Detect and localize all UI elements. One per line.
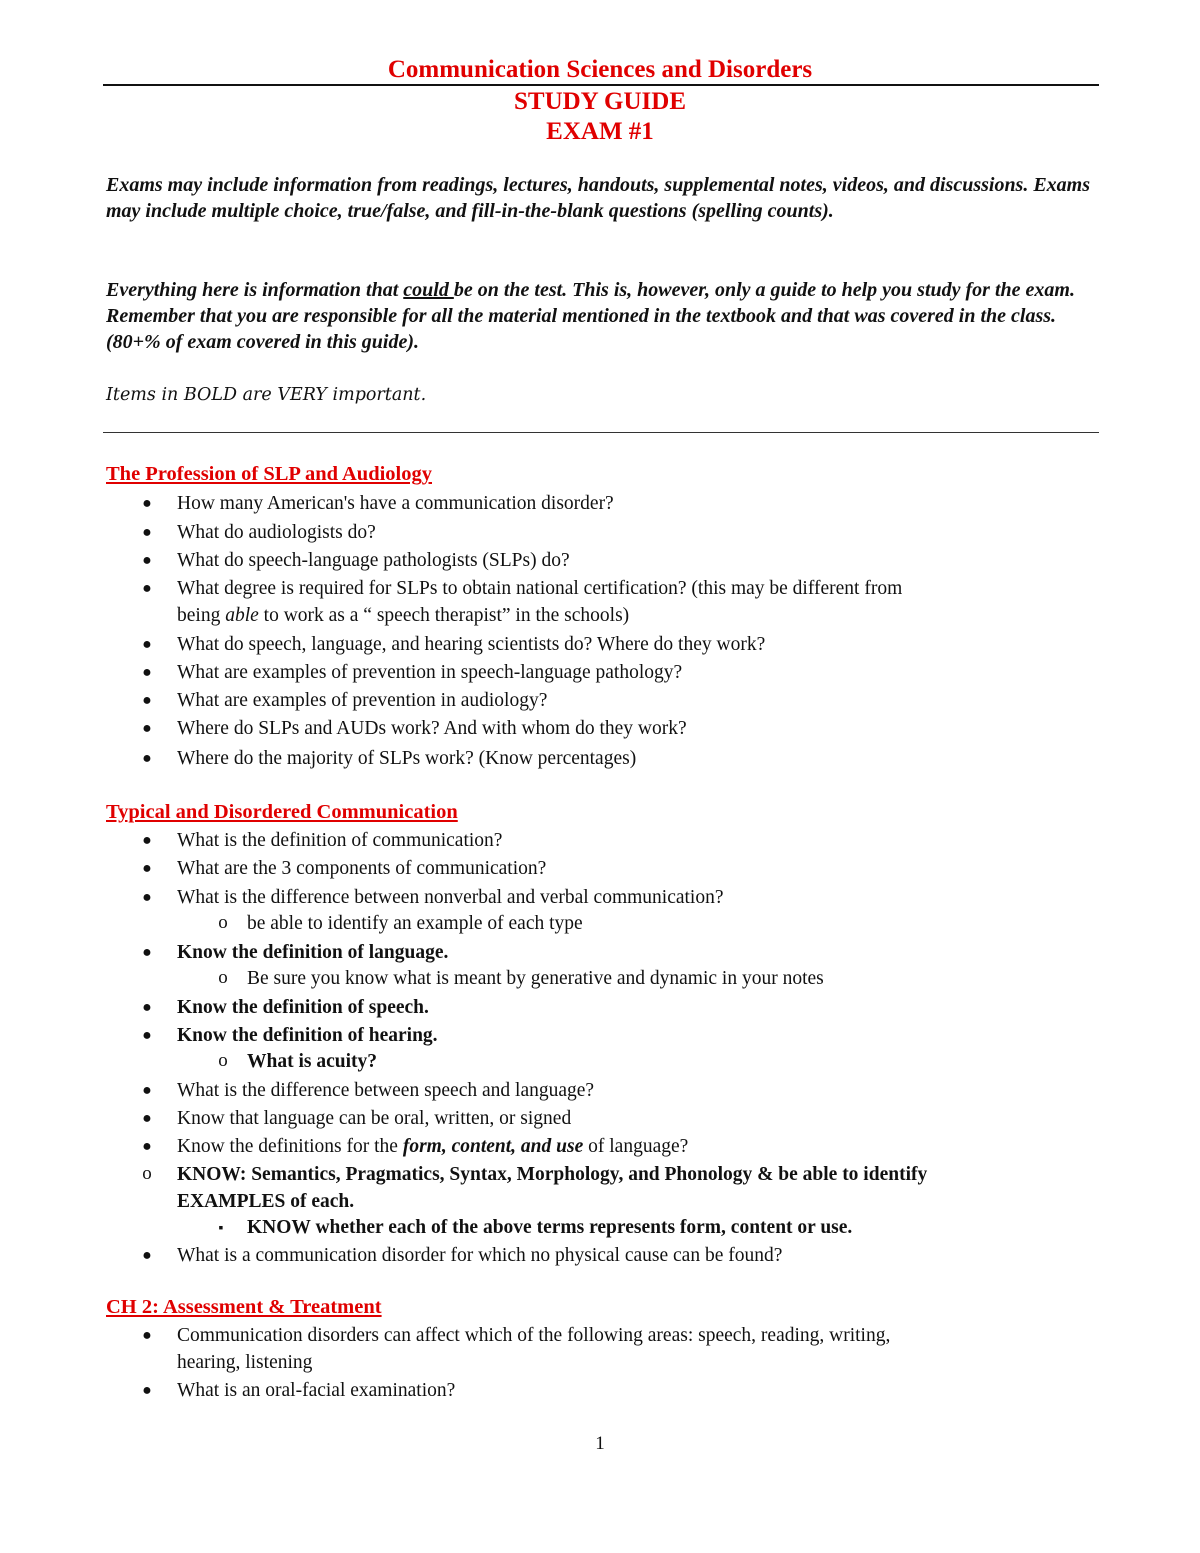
list-item xyxy=(142,1161,1077,1215)
list-item xyxy=(142,745,1077,772)
header-rule xyxy=(103,84,1099,86)
bullet-icon: ● xyxy=(142,832,152,849)
list-item xyxy=(142,1077,1077,1104)
list-item-text: be able to identify an example of each type xyxy=(247,913,583,934)
list-item-text: Know that language can be oral, written, or signed xyxy=(177,1108,572,1129)
bullet-icon: ● xyxy=(142,495,152,512)
list-item-text: What are examples of prevention in speech-language pathology? xyxy=(177,662,683,683)
list-item-text: KNOW: Semantics, Pragmatics, Syntax, Morphology, and Phonology & be able to identify xyxy=(177,1164,928,1185)
bullet-icon: ● xyxy=(142,636,152,653)
list-item xyxy=(142,687,1077,714)
list-item-text: KNOW whether each of the above terms represents form, content or use. xyxy=(247,1217,853,1238)
list-item-text: How many American's have a communication disorder? xyxy=(177,493,614,514)
intro-text-a: Everything here is information that xyxy=(106,279,404,301)
sub-list-item xyxy=(218,1048,1147,1075)
list-item-text: What are examples of prevention in audiology? xyxy=(177,690,548,711)
exam-title: EXAM #1 xyxy=(546,118,654,145)
intro-underlined-word: could xyxy=(403,279,454,301)
section-title-profession: The Profession of SLP and Audiology xyxy=(106,463,432,485)
circle-bullet-icon: o xyxy=(218,967,228,988)
list-item xyxy=(142,1105,1077,1132)
list-item xyxy=(142,994,1077,1021)
intro-text-b: be on the test. This is, however, only a guide to help you study for the exam. Remember that you are responsible for all the material mentioned in the textbook and that was covered in the class. (80+% of exam covered in this guide). xyxy=(106,279,1075,353)
bullet-icon: ● xyxy=(142,1247,152,1264)
bullet-icon: ● xyxy=(142,944,152,961)
bullet-icon: ● xyxy=(142,552,152,569)
list-item-text: What is an oral-facial examination? xyxy=(177,1380,456,1401)
list-item xyxy=(142,939,1077,966)
bullet-icon: ● xyxy=(142,889,152,906)
section-divider xyxy=(103,432,1099,433)
list-item xyxy=(142,519,1077,546)
list-item-text: Where do SLPs and AUDs work? And with whom do they work? xyxy=(177,718,687,739)
list-item xyxy=(142,1242,1077,1269)
bold-importance-note: Items in BOLD are VERY important. xyxy=(106,385,427,405)
bullet-icon: ● xyxy=(142,1082,152,1099)
list-item xyxy=(142,884,1077,911)
list-item-text: being xyxy=(177,605,226,626)
intro-paragraph-1: Exams may include information from readings, lectures, handouts, supplemental notes, videos, and discussions. Exams may include multiple choice, true/false, and fill-in-the-blank questions (spelling counts). xyxy=(106,174,1091,222)
bullet-icon: ● xyxy=(142,692,152,709)
course-title: Communication Sciences and Disorders xyxy=(387,56,813,83)
list-item xyxy=(142,1322,1077,1376)
bullet-icon: ● xyxy=(142,1138,152,1155)
list-item-text: What is the difference between nonverbal and verbal communication? xyxy=(177,887,724,908)
list-item-text: Know the definition of speech. xyxy=(177,997,429,1018)
guide-title: STUDY GUIDE xyxy=(513,88,687,115)
list-item xyxy=(142,631,1077,658)
list-item-text: What are the 3 components of communication? xyxy=(177,858,547,879)
bullet-icon: ● xyxy=(142,664,152,681)
list-item xyxy=(142,659,1077,686)
list-item xyxy=(142,490,1077,517)
list-item-text: to work as a “ speech therapist” in the schools) xyxy=(258,605,630,626)
section-title-communication: Typical and Disordered Communication xyxy=(106,801,458,823)
list-item-text: Be sure you know what is meant by generative and dynamic in your notes xyxy=(247,968,824,989)
list-item-text: Communication disorders can affect which of the following areas: speech, reading, writing, xyxy=(177,1325,891,1346)
bullet-icon: ● xyxy=(142,860,152,877)
list-item-emphasis: form, content, and use xyxy=(402,1136,584,1157)
list-item-text: Know the definition of hearing. xyxy=(177,1025,438,1046)
list-item xyxy=(142,1133,1077,1160)
list-item-text: of language? xyxy=(583,1136,689,1157)
list-item-text: What is a communication disorder for which no physical cause can be found? xyxy=(177,1245,783,1266)
bullet-icon: ● xyxy=(142,1110,152,1127)
list-item-text: Know the definition of language. xyxy=(177,942,449,963)
sub-list-item xyxy=(218,965,1147,992)
list-item-text: What do audiologists do? xyxy=(177,522,376,543)
list-item-text: What is acuity? xyxy=(247,1051,378,1072)
list-item-text: Know the definitions for the xyxy=(177,1136,403,1157)
list-item-text: What do speech, language, and hearing scientists do? Where do they work? xyxy=(177,634,766,655)
list-item xyxy=(142,715,1077,742)
bullet-icon: ● xyxy=(142,1382,152,1399)
list-item-text: What do speech-language pathologists (SLPs) do? xyxy=(177,550,570,571)
list-item-text: Where do the majority of SLPs work? (Know percentages) xyxy=(177,748,637,769)
circle-bullet-icon: o xyxy=(218,1050,228,1071)
list-item-text: hearing, listening xyxy=(177,1352,313,1373)
list-item-text: What is the difference between speech and language? xyxy=(177,1080,595,1101)
list-item xyxy=(142,1377,1077,1404)
list-item-text: What is the definition of communication? xyxy=(177,830,503,851)
section-title-assessment: CH 2: Assessment & Treatment xyxy=(106,1296,382,1318)
list-item-text: EXAMPLES of each. xyxy=(177,1191,355,1212)
sub-list-item xyxy=(218,1214,1147,1241)
page-number: 1 xyxy=(595,1433,605,1454)
sub-list-item xyxy=(218,910,1147,937)
bullet-icon: ● xyxy=(142,750,152,767)
list-item xyxy=(142,575,1077,629)
intro-paragraph-2 xyxy=(106,277,1096,355)
bullet-icon: ● xyxy=(142,1027,152,1044)
circle-bullet-icon: o xyxy=(142,1163,152,1184)
bullet-icon: ● xyxy=(142,720,152,737)
list-item xyxy=(142,1022,1077,1049)
list-item-text: What degree is required for SLPs to obtain national certification? (this may be different from xyxy=(177,578,903,599)
list-item xyxy=(142,547,1077,574)
bullet-icon: ● xyxy=(142,1327,152,1344)
circle-bullet-icon: o xyxy=(218,912,228,933)
bullet-icon: ● xyxy=(142,580,152,597)
square-bullet-icon: ▪ xyxy=(218,1221,224,1236)
list-item-emphasis: able xyxy=(225,605,259,626)
bullet-icon: ● xyxy=(142,524,152,541)
bullet-icon: ● xyxy=(142,999,152,1016)
list-item xyxy=(142,827,1077,854)
list-item xyxy=(142,855,1077,882)
